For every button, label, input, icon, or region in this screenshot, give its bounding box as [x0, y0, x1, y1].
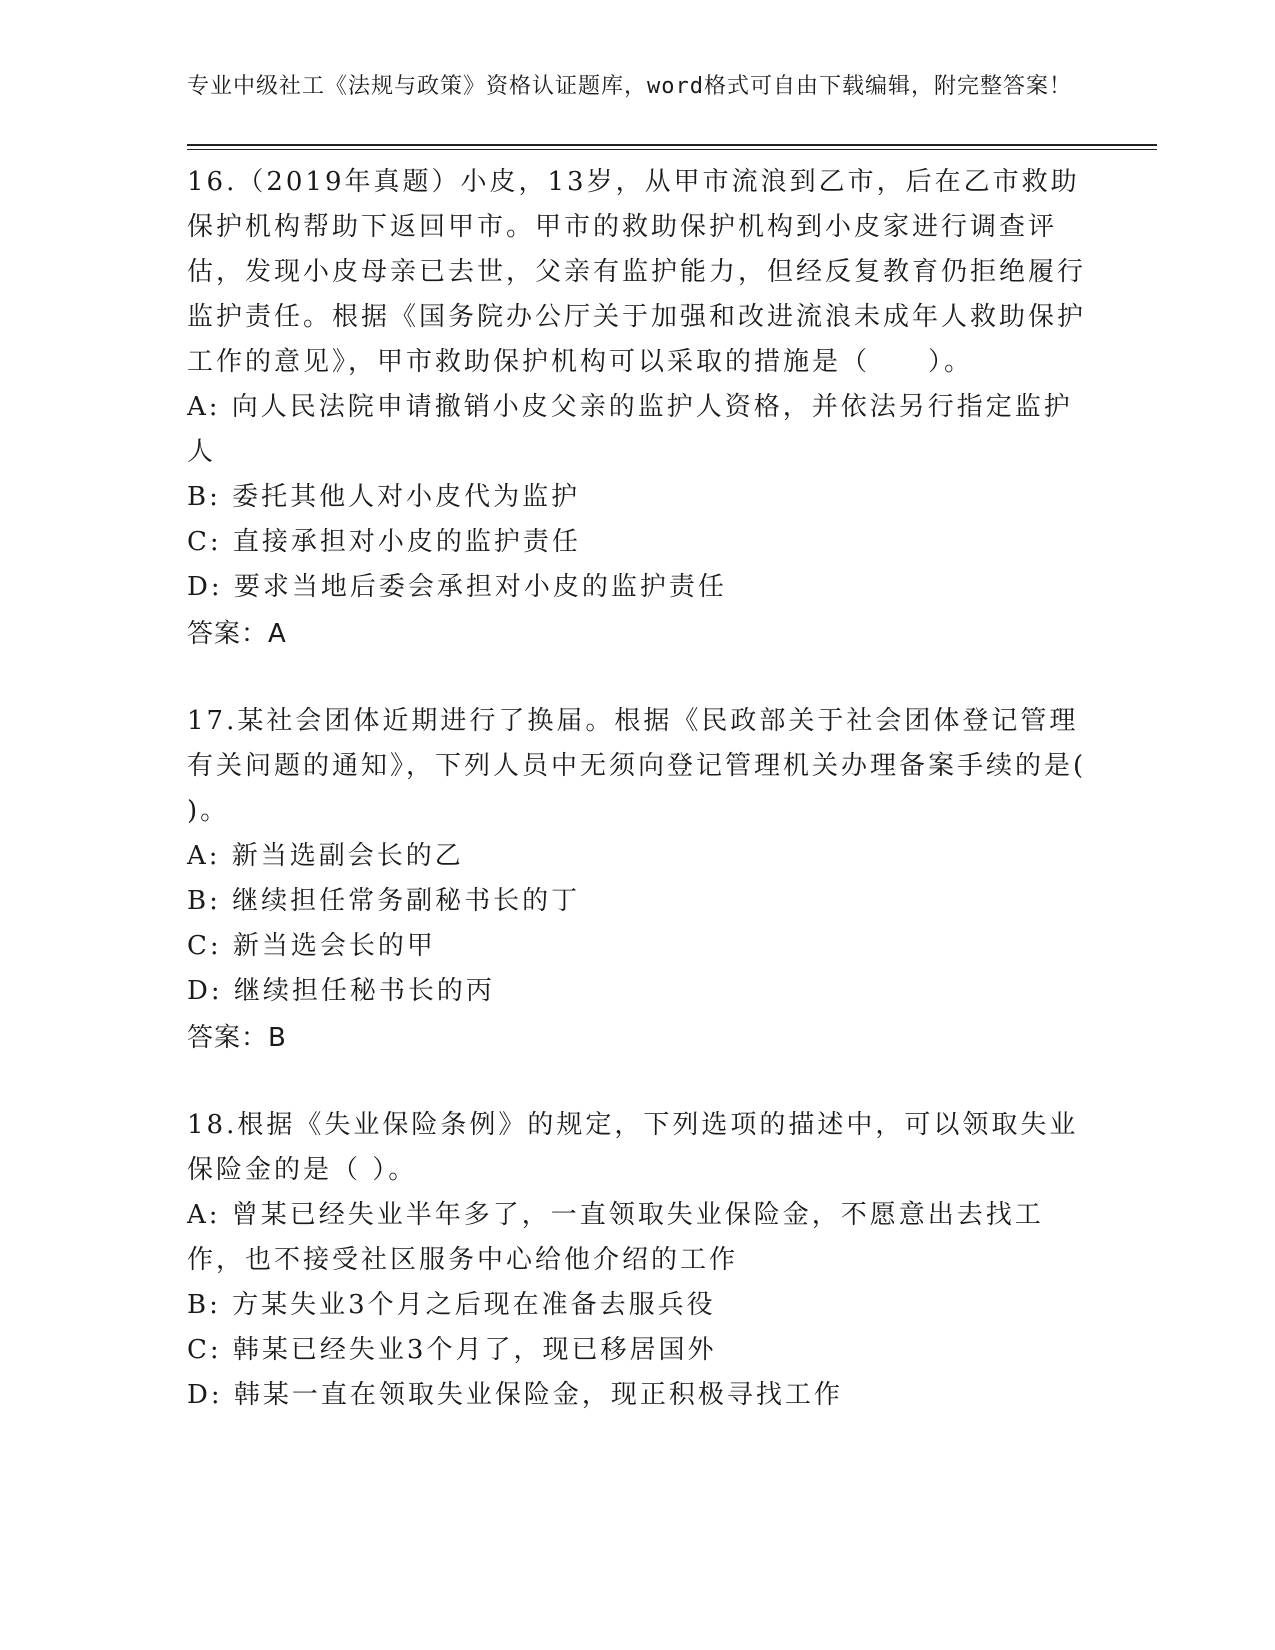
- header-rule-thick: [187, 144, 1157, 146]
- option-a: A: 曾某已经失业半年多了，一直领取失业保险金，不愿意出去找工作，也不接受社区服务中心给他介绍的工作: [187, 1200, 1044, 1275]
- option-a: A: 向人民法院申请撤销小皮父亲的监护人资格，并依法另行指定监护人: [187, 392, 1073, 467]
- question-16: [187, 160, 1087, 657]
- option-d: D: 韩某一直在领取失业保险金，现正积极寻找工作: [187, 1380, 843, 1410]
- document-page: [187, 70, 1087, 1418]
- question-17: [187, 699, 1087, 1061]
- option-c: C: 直接承担对小皮的监护责任: [187, 527, 581, 557]
- question-stem: 18.根据《失业保险条例》的规定，下列选项的描述中，可以领取失业保险金的是（ ）。: [187, 1110, 1079, 1185]
- option-b: B: 委托其他人对小皮代为监护: [187, 482, 581, 512]
- question-answer: 答案：B: [187, 1023, 287, 1053]
- document-header: 专业中级社工《法规与政策》资格认证题库，word格式可自由下载编辑，附完整答案！: [187, 74, 1072, 99]
- question-stem: 17.某社会团体近期进行了换届。根据《民政部关于社会团体登记管理有关问题的通知》，下列人员中无须向登记管理机关办理备案手续的是( )。: [187, 706, 1087, 826]
- option-c: C: 韩某已经失业3个月了，现已移居国外: [187, 1335, 717, 1365]
- option-b: B: 方某失业3个月之后现在准备去服兵役: [187, 1290, 716, 1320]
- header-rule-thin: [187, 149, 1157, 150]
- option-b: B: 继续担任常务副秘书长的丁: [187, 886, 581, 916]
- option-a: A: 新当选副会长的乙: [187, 841, 464, 871]
- question-stem: 16.（2019年真题）小皮，13岁，从甲市流浪到乙市，后在乙市救助保护机构帮助下返回甲市。甲市的救助保护机构到小皮家进行调查评估，发现小皮母亲已去世，父亲有监护能力，但经反复教育仍拒绝履行监护责任。根据《国务院办公厅关于加强和改进流浪未成年人救助保护工作的意见》，甲市救助保护机构可以采取的措施是（ ）。: [187, 167, 1087, 377]
- question-18: [187, 1103, 1087, 1418]
- question-answer: 答案：A: [187, 619, 287, 649]
- option-c: C: 新当选会长的甲: [187, 931, 436, 961]
- option-d: D: 继续担任秘书长的丙: [187, 976, 495, 1006]
- option-d: D: 要求当地后委会承担对小皮的监护责任: [187, 572, 727, 602]
